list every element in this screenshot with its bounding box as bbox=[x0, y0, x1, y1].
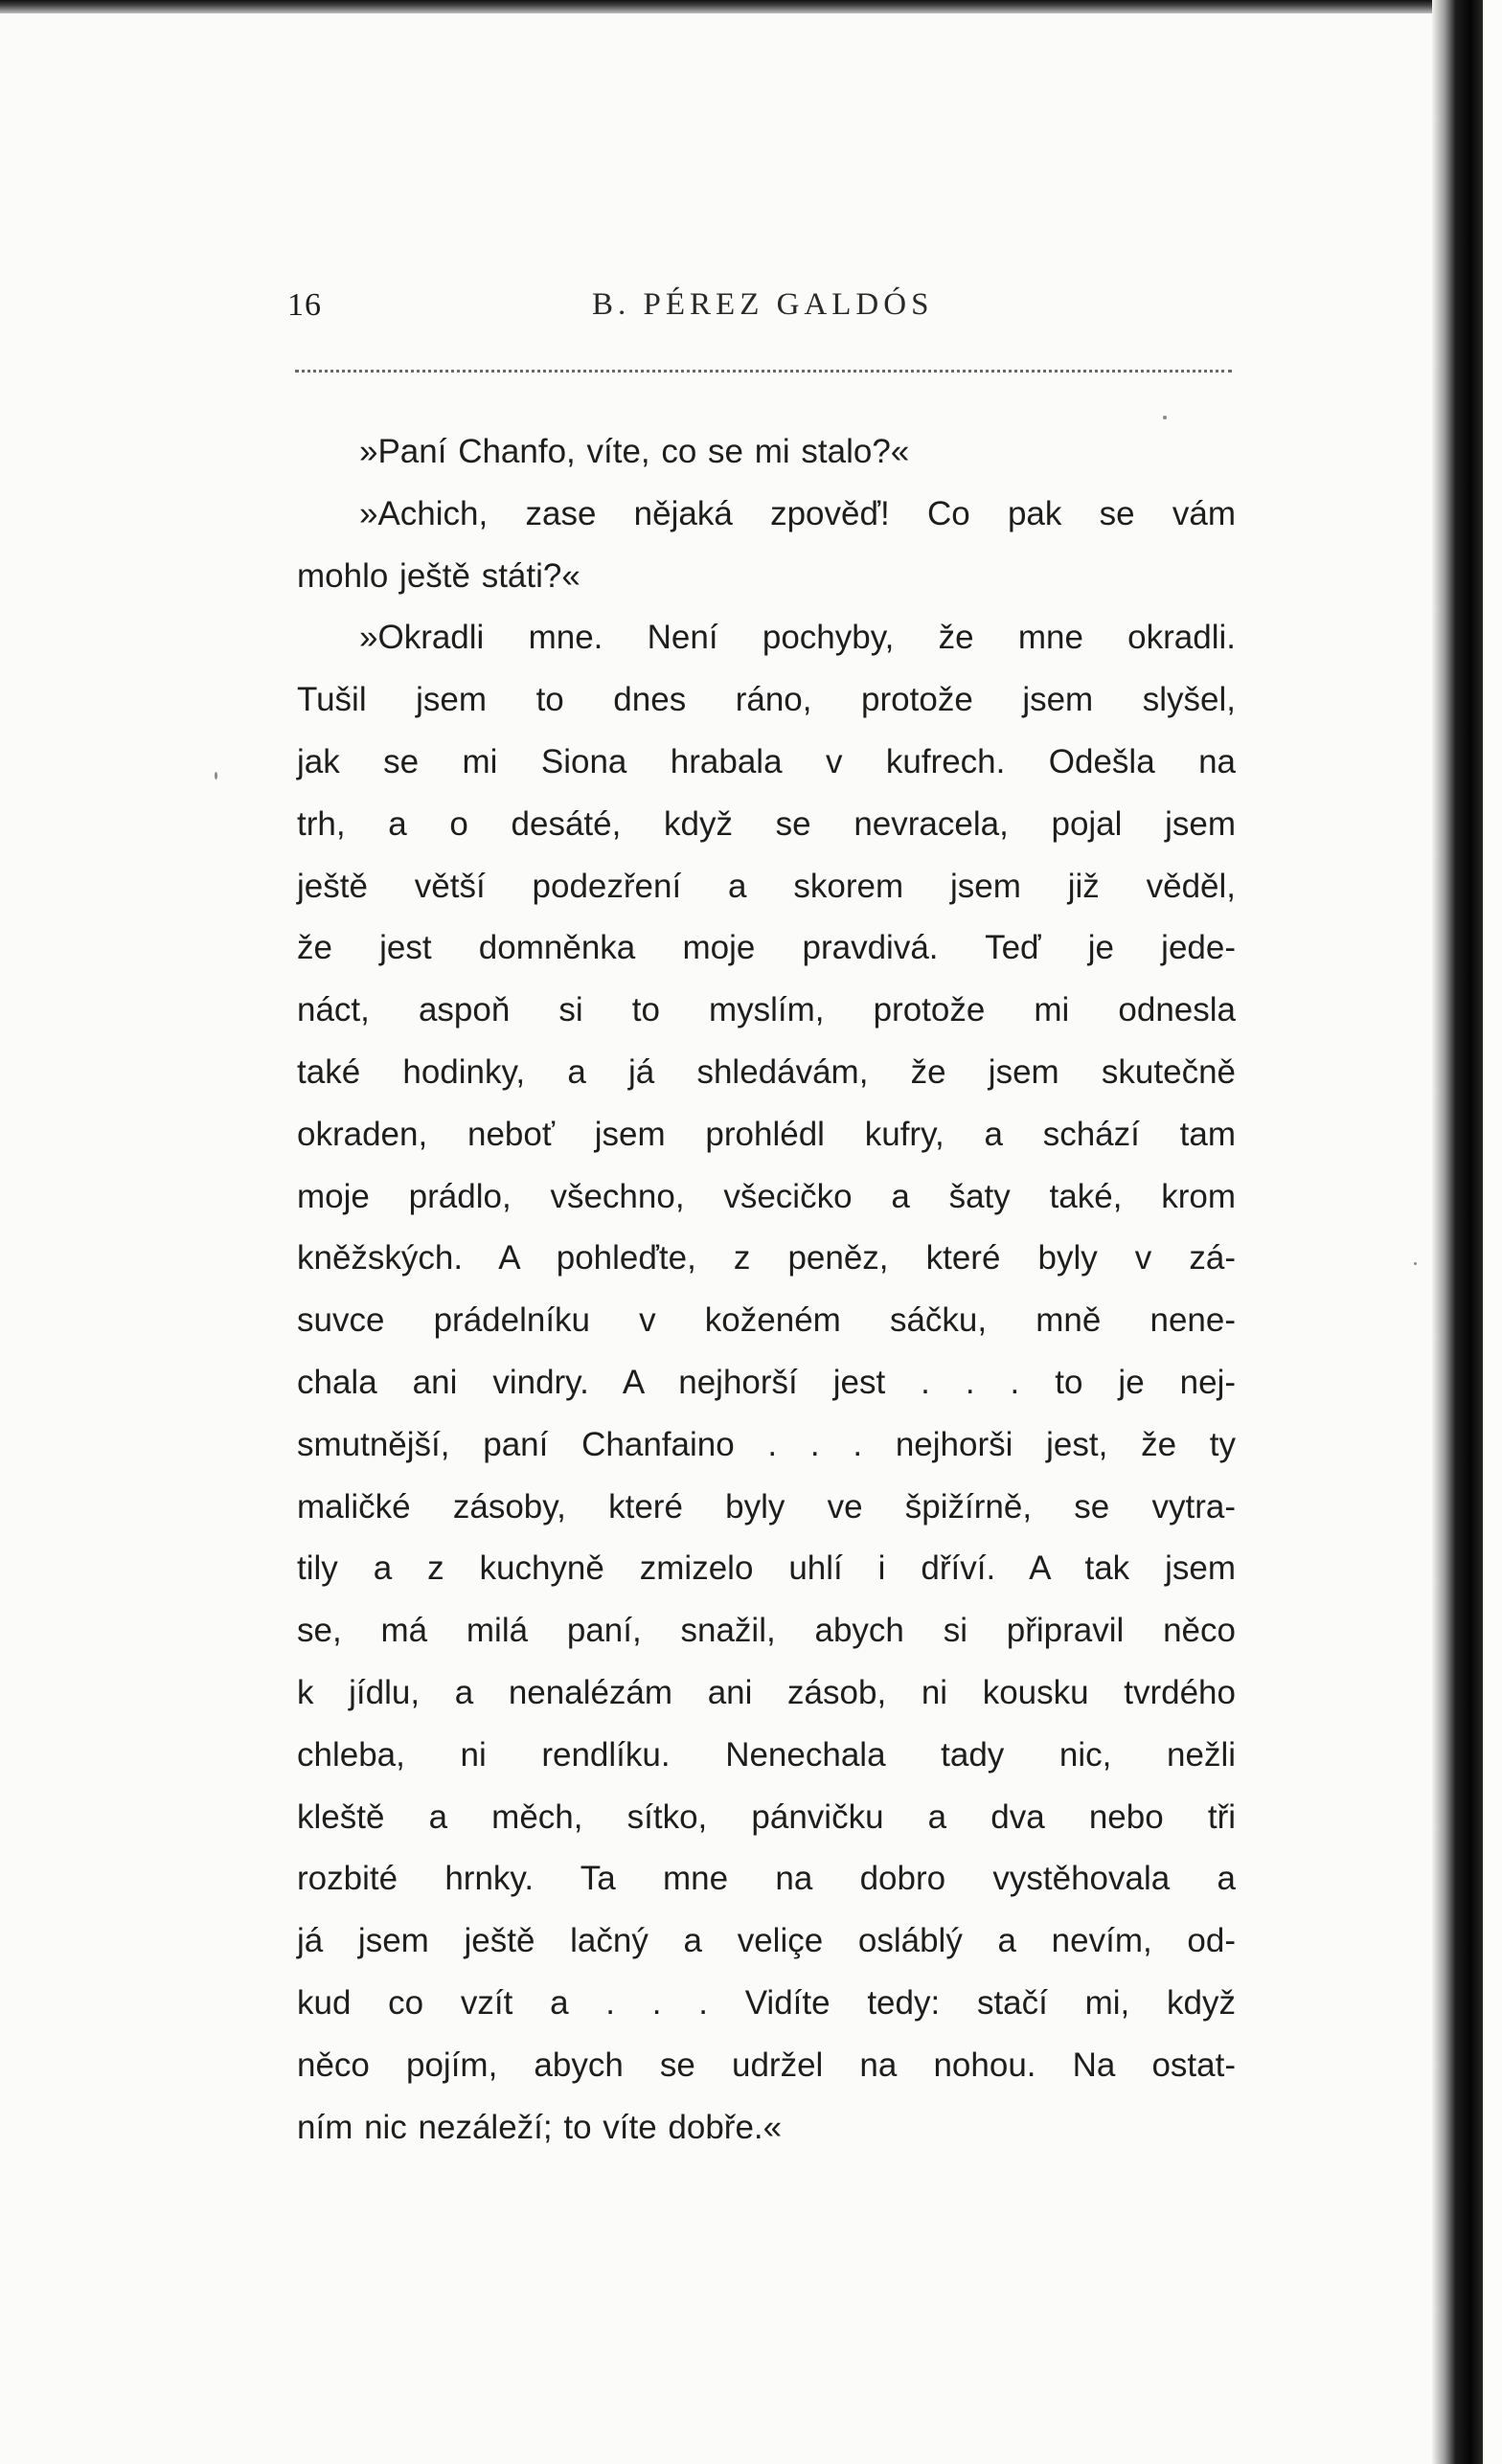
running-head bbox=[0, 287, 1245, 333]
text-line: k jídlu, a nenalézám ani zásob, ni kousku tvrdého bbox=[297, 1673, 1236, 1711]
text-line: jak se mi Siona hrabala v kufrech. Odešla na bbox=[297, 742, 1236, 780]
header-dotted-rule bbox=[295, 370, 1232, 373]
text-line: kněžských. A pohleďte, z peněz, které byly v zá- bbox=[297, 1239, 1236, 1277]
text-line: rozbité hrnky. Ta mne na dobro vystěhovala a bbox=[297, 1860, 1236, 1898]
text-line: něco pojím, abych se udržel na nohou. Na ostat- bbox=[297, 2046, 1236, 2084]
text-line: »Paní Chanfo, víte, co se mi stalo?« bbox=[359, 433, 910, 470]
text-line: náct, aspoň si to myslím, protože mi odnesla bbox=[297, 991, 1236, 1029]
page-top-shadow bbox=[0, 0, 1502, 13]
text-line: kud co vzít a . . . Vidíte tedy: stačí mi, když bbox=[297, 1983, 1236, 2022]
facing-page-edge bbox=[1483, 0, 1502, 2464]
text-line: maličké zásoby, které byly ve špižírně, se vytra- bbox=[297, 1487, 1236, 1526]
body-text bbox=[297, 421, 1236, 2159]
text-line: tily a z kuchyně zmizelo uhlí i dříví. A tak jsem bbox=[297, 1549, 1236, 1588]
text-line: »Okradli mne. Není pochyby, že mne okradli. bbox=[359, 619, 1236, 657]
text-line: smutnější, paní Chanfaino . . . nejhorši jest, že ty bbox=[297, 1425, 1236, 1463]
text-line: se, má milá paní, snažil, abych si připravil něco bbox=[297, 1612, 1236, 1650]
page-number: 16 bbox=[287, 287, 322, 323]
running-title: B. PÉREZ GALDÓS bbox=[592, 287, 934, 322]
text-line: okraden, neboť jsem prohlédl kufry, a schází tam bbox=[297, 1115, 1236, 1153]
text-line: moje prádlo, všechno, všecičko a šaty také, krom bbox=[297, 1177, 1236, 1215]
text-line: chala ani vindry. A nejhorší jest . . . to je nej- bbox=[297, 1363, 1236, 1401]
text-line: suvce prádelníku v koženém sáčku, mně nene- bbox=[297, 1301, 1236, 1340]
text-line: Tušil jsem to dnes ráno, protože jsem slyšel, bbox=[297, 681, 1236, 719]
paper-speck bbox=[1163, 416, 1167, 419]
text-line: že jest domněnka moje pravdivá. Teď je jede- bbox=[297, 929, 1236, 967]
text-line: chleba, ni rendlíku. Nenechala tady nic, nežli bbox=[297, 1735, 1236, 1774]
text-line: trh, a o desáté, když se nevracela, pojal jsem bbox=[297, 804, 1236, 843]
text-line: »Achich, zase nějaká zpověď! Co pak se vám bbox=[359, 494, 1236, 532]
text-line: ním nic nezáleží; to víte dobře.« bbox=[297, 2108, 783, 2146]
paper-speck bbox=[215, 772, 217, 780]
text-line: ještě větší podezření a skorem jsem již věděl, bbox=[297, 867, 1236, 905]
paper-speck bbox=[1414, 1262, 1417, 1265]
text-line: já jsem ještě lačný a veliçe osláblý a nevím, od- bbox=[297, 1922, 1236, 1960]
text-line: kleště a měch, sítko, pánvičku a dva nebo tři bbox=[297, 1797, 1236, 1836]
text-line: mohlo ještě státi?« bbox=[297, 556, 580, 595]
text-line: také hodinky, a já shledávám, že jsem skutečně bbox=[297, 1052, 1236, 1091]
